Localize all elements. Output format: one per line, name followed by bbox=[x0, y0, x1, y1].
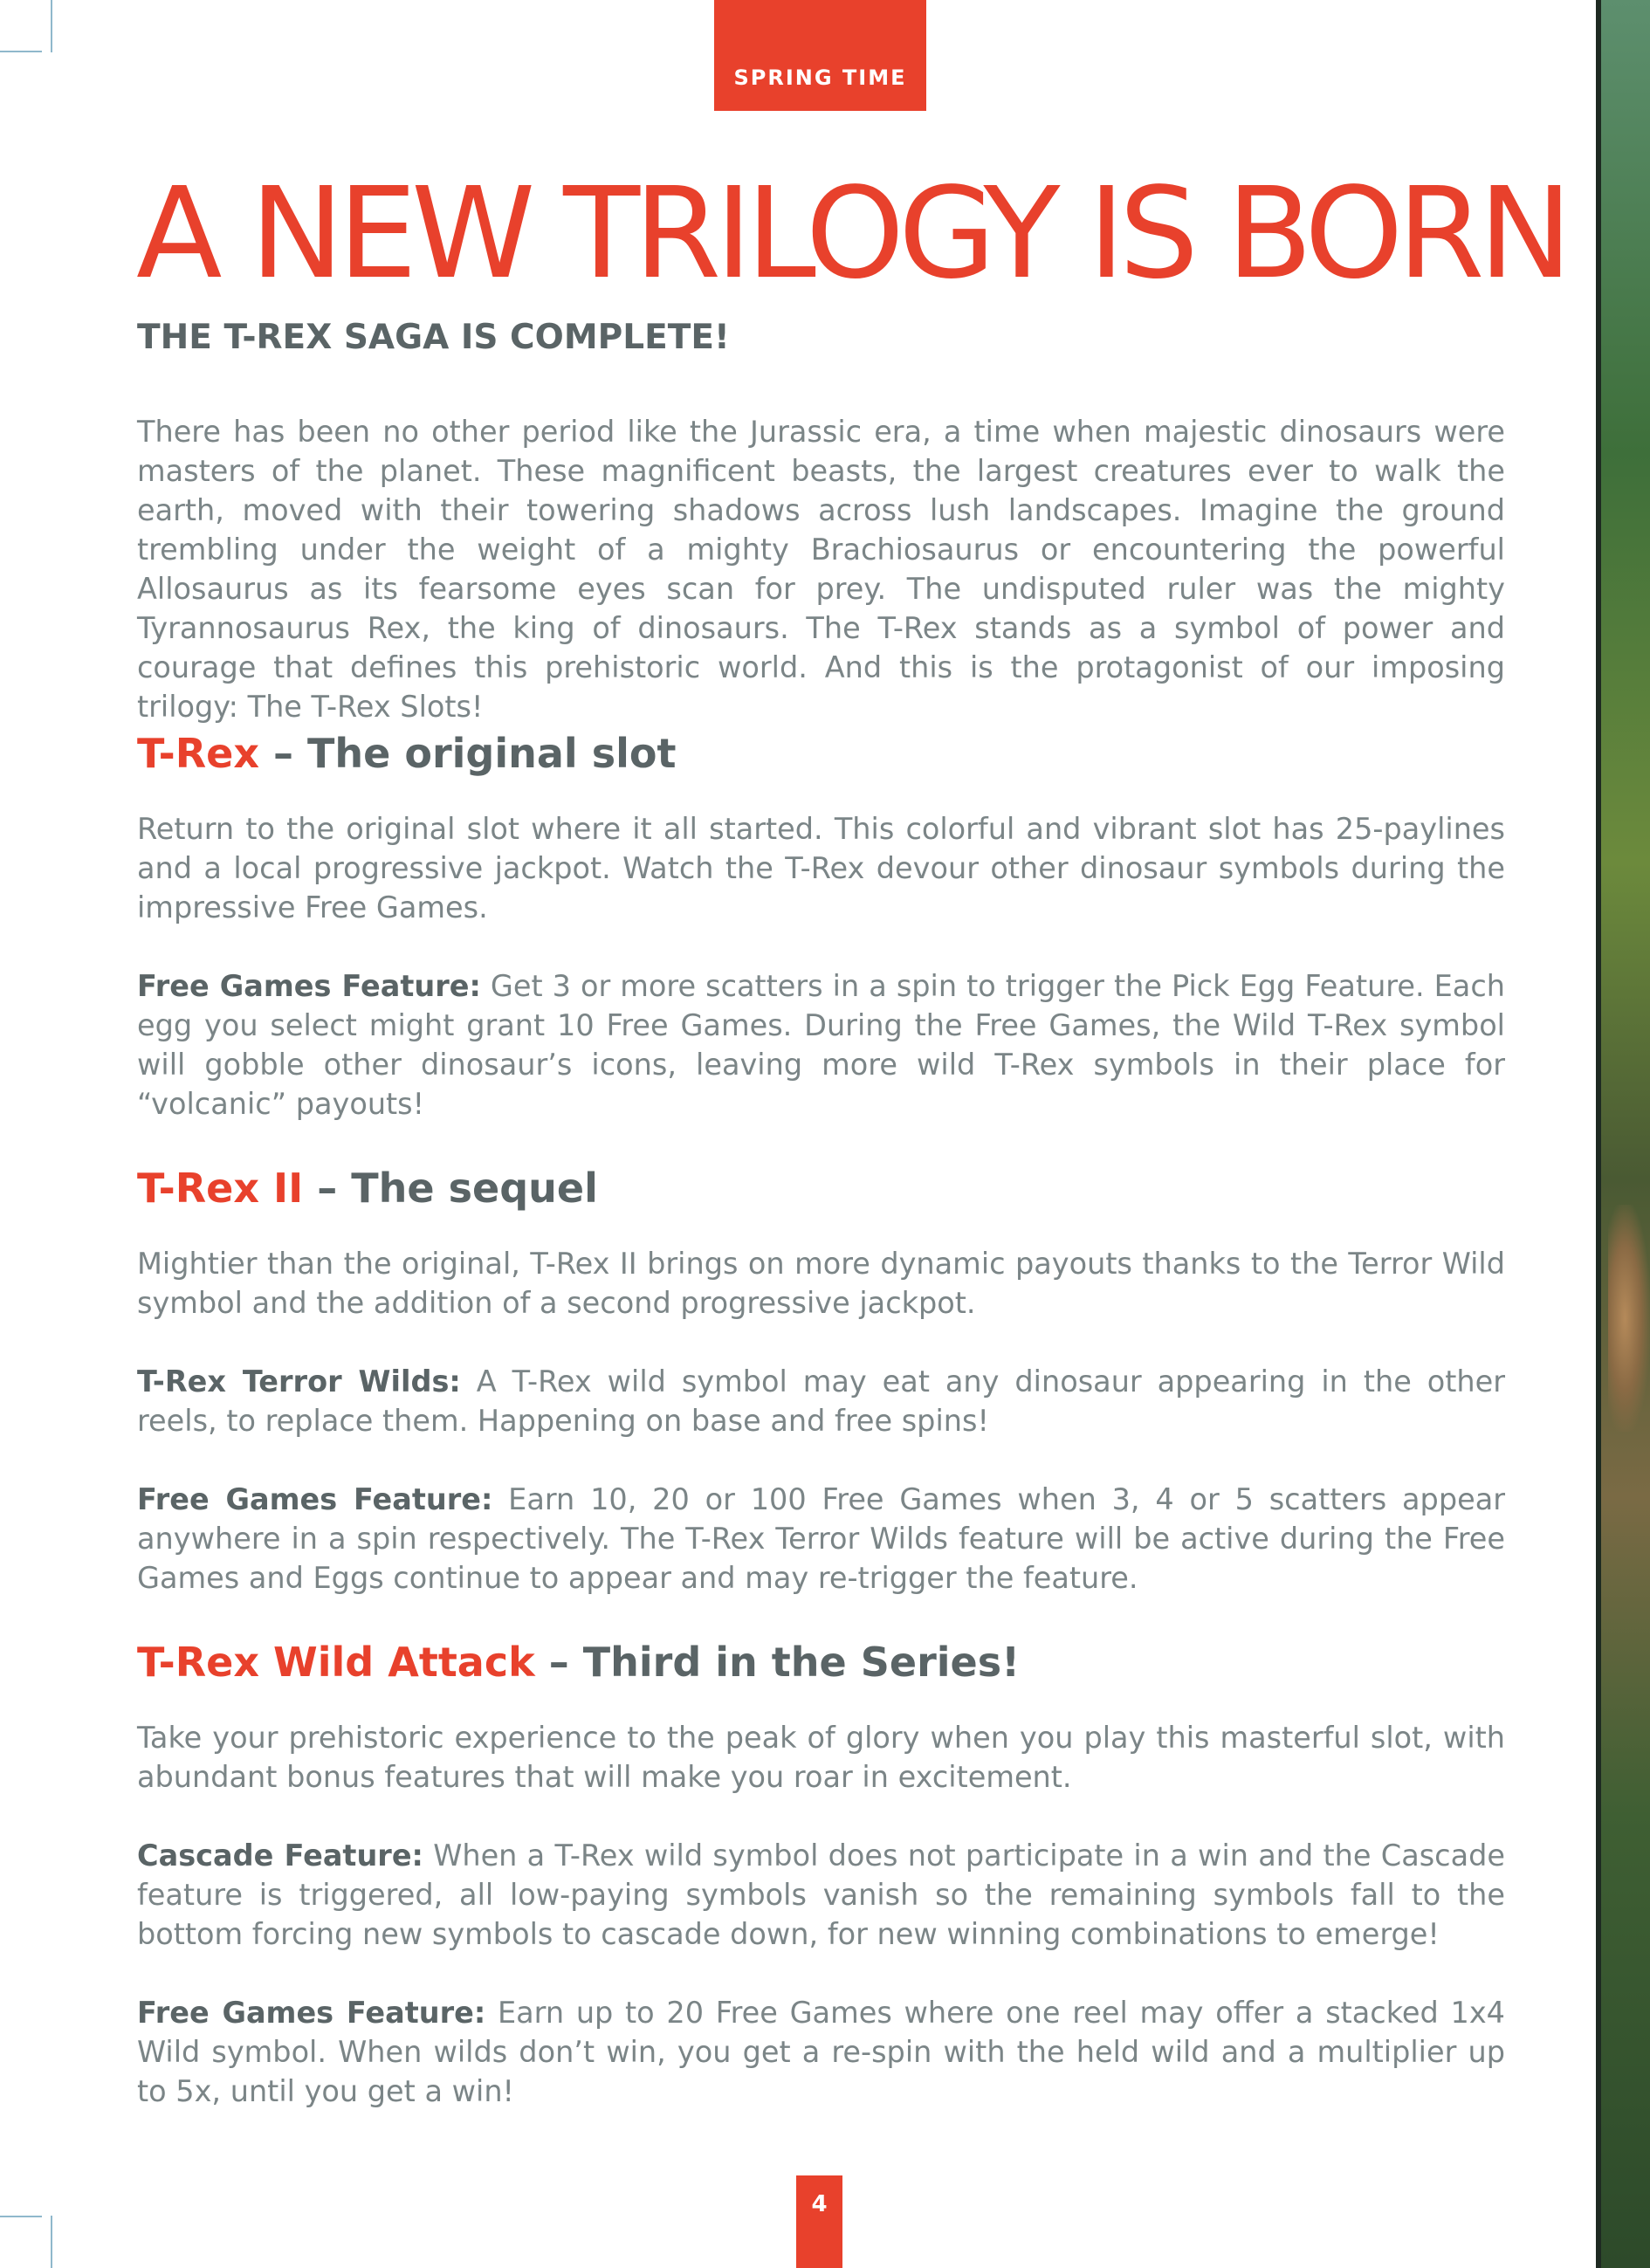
crop-mark-top-left-horizontal bbox=[0, 51, 42, 52]
page-title: A NEW TRILOGY IS BORN bbox=[136, 160, 1567, 306]
feature-paragraph bbox=[137, 1480, 1505, 1598]
feature-paragraph bbox=[137, 966, 1505, 1124]
section-description: Take your prehistoric experience to the peak of glory when you play this masterful slot, with abundant bonus features that will make you roar in excitement. bbox=[137, 1721, 1505, 1794]
section-title-trex bbox=[137, 730, 676, 777]
section-title-accent: T-Rex Wild Attack bbox=[137, 1639, 535, 1686]
intro-paragraph: There has been no other period like the Jurassic era, a time when majestic dinosaurs were masters of the planet. These magnificent beasts, the largest creatures ever to walk the earth, moved with their towering shadows across lush landscapes. Imagine the ground trembling under the weight of a mighty Brachiosaurus or encountering the powerful Allosaurus as its fearsome eyes scan for prey. The undisputed ruler was the mighty Tyrannosaurus Rex, the king of dinosaurs. The T-Rex stands as a symbol of power and courage that defines this prehistoric world. And this is the protagonist of our imposing trilogy: The T-Rex Slots! bbox=[137, 415, 1505, 724]
section-title-rest: – The sequel bbox=[303, 1165, 598, 1212]
section-description: Mightier than the original, T-Rex II brings on more dynamic payouts thanks to the Terror Wild symbol and the addition of a second progressive jackpot. bbox=[137, 1247, 1505, 1320]
crop-mark-bottom-left-horizontal bbox=[0, 2216, 42, 2217]
section-description: Return to the original slot where it all started. This colorful and vibrant slot has 25-paylines and a local progressive jackpot. Watch the T-Rex devour other dinosaur symbols during the impressive Free Games. bbox=[137, 812, 1505, 924]
feature-paragraph bbox=[137, 1362, 1505, 1440]
feature-text: When a T-Rex wild symbol does not participate in a win and the Cascade feature is triggered, all low-paying symbols vanish so the remaining symbols fall to the bottom forcing new symbols to cascade down, for new winning combinations to emerge! bbox=[137, 1838, 1505, 1951]
section-title-rest: – Third in the Series! bbox=[534, 1639, 1021, 1686]
section-title-rest: – The original slot bbox=[259, 730, 677, 777]
feature-paragraph bbox=[137, 1836, 1505, 1954]
dinosaur-jungle-image bbox=[1596, 0, 1650, 2268]
feature-label: Cascade Feature: bbox=[137, 1838, 423, 1873]
feature-label: Free Games Feature: bbox=[137, 1996, 486, 2030]
crop-mark-bottom-left-vertical bbox=[51, 2216, 52, 2268]
feature-label: T-Rex Terror Wilds: bbox=[137, 1364, 461, 1399]
feature-label: Free Games Feature: bbox=[137, 1482, 493, 1516]
section-title-accent: T-Rex bbox=[137, 730, 259, 777]
section-tab: SPRING TIME bbox=[714, 0, 926, 111]
section-title-trex-wild-attack bbox=[137, 1639, 1020, 1686]
section-title-accent: T-Rex II bbox=[137, 1165, 304, 1212]
feature-text: Earn 10, 20 or 100 Free Games when 3, 4 or 5 scatters appear anywhere in a spin respectively. The T-Rex Terror Wilds feature will be active during the Free Games and Eggs continue to appear and may re-trigger the feature. bbox=[137, 1482, 1505, 1595]
page-subtitle: THE T-REX SAGA IS COMPLETE! bbox=[137, 318, 730, 357]
feature-text: A T-Rex wild symbol may eat any dinosaur appearing in the other reels, to replace them. Happening on base and free spins! bbox=[137, 1364, 1505, 1438]
crop-mark-top-left-vertical bbox=[51, 0, 52, 52]
section-title-trex-ii bbox=[137, 1165, 598, 1212]
page-number: 4 bbox=[796, 2175, 842, 2268]
feature-paragraph bbox=[137, 1993, 1505, 2111]
feature-text: Get 3 or more scatters in a spin to trigger the Pick Egg Feature. Each egg you select might grant 10 Free Games. During the Free Games, the Wild T-Rex symbol will gobble other dinosaur’s icons, leaving more wild T-Rex symbols in their place for “volcanic” payouts! bbox=[137, 969, 1505, 1121]
feature-text: Earn up to 20 Free Games where one reel may offer a stacked 1x4 Wild symbol. When wilds don’t win, you get a re-spin with the held wild and a multiplier up to 5x, until you get a win! bbox=[137, 1996, 1505, 2108]
feature-label: Free Games Feature: bbox=[137, 969, 481, 1003]
